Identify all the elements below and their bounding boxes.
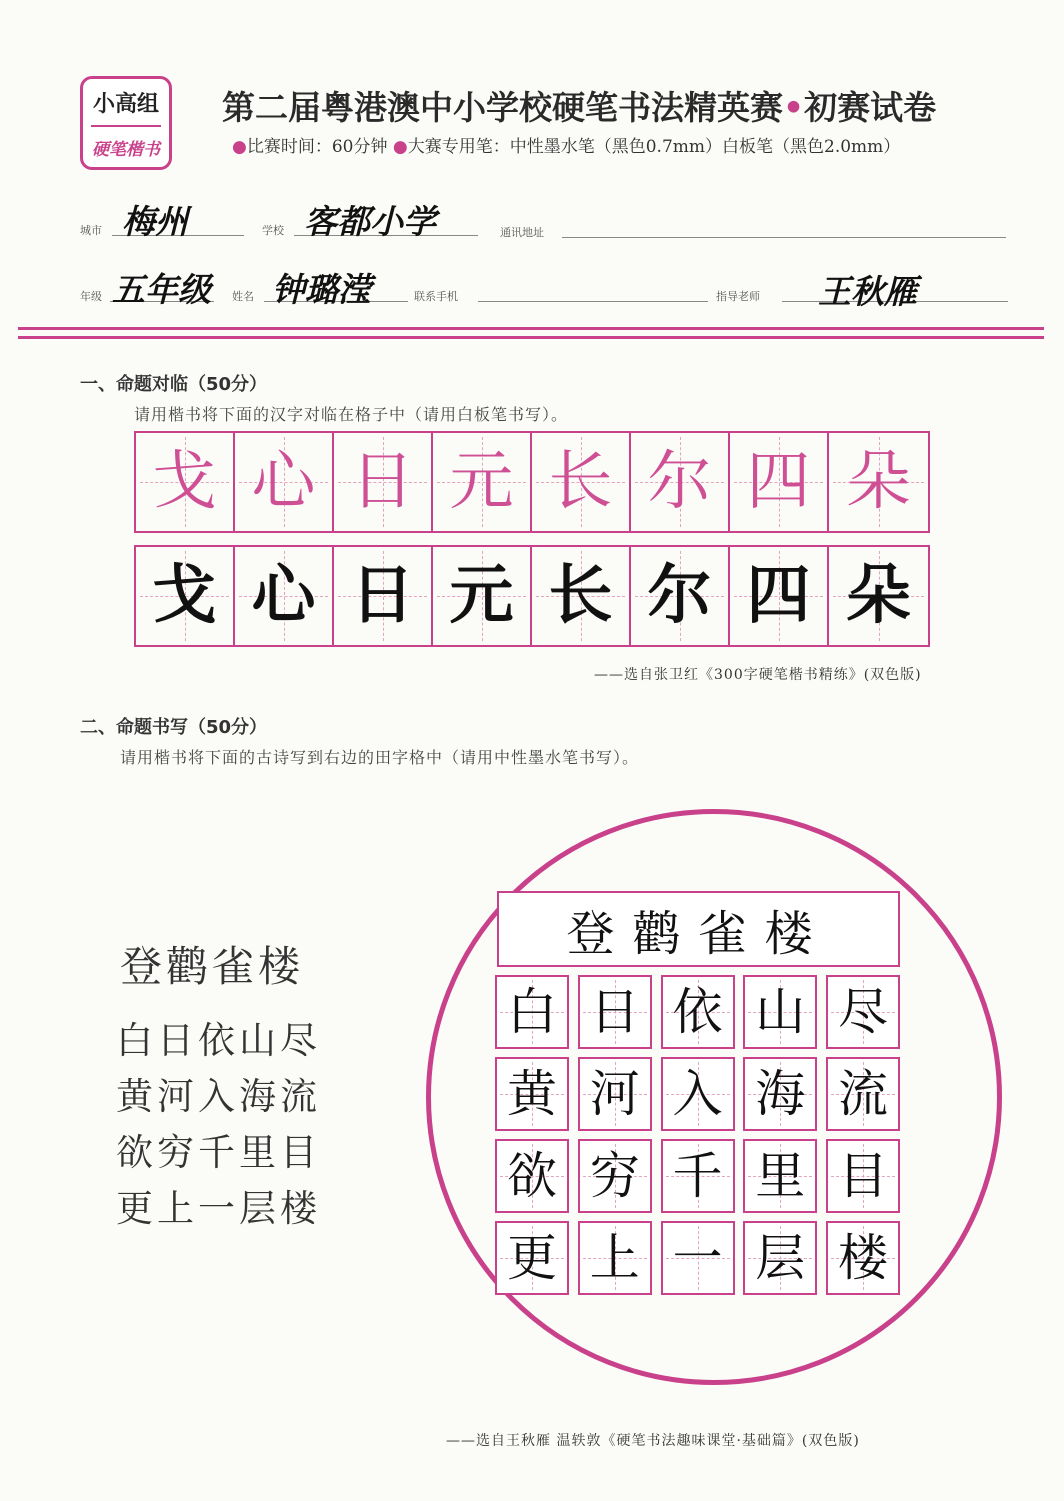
copy-cell[interactable]: 朵: [829, 547, 928, 645]
tian-grid-cell[interactable]: 黄: [495, 1057, 569, 1131]
grade-value: 五年级: [112, 270, 211, 309]
copy-cell[interactable]: 四: [730, 547, 829, 645]
tian-grid-cell[interactable]: 山: [743, 975, 817, 1049]
tian-grid-cell[interactable]: 目: [826, 1139, 900, 1213]
tian-grid-cell[interactable]: 入: [661, 1057, 735, 1131]
tian-grid-cell[interactable]: 流: [826, 1057, 900, 1131]
section1-instruction: 请用楷书将下面的汉字对临在格子中（请用白板笔书写）。: [134, 405, 569, 424]
section1-source: ——选自张卫红《300字硬笔楷书精练》(双色版): [594, 667, 922, 683]
tian-grid-cell[interactable]: 楼: [826, 1221, 900, 1295]
tian-grid-cell[interactable]: 欲: [495, 1139, 569, 1213]
tian-grid-cell[interactable]: 穷: [578, 1139, 652, 1213]
writing-row: [495, 1221, 900, 1295]
pen-info: 大赛专用笔：中性墨水笔（黑色0.7mm）白板笔（黑色2.0mm）: [407, 137, 901, 157]
tian-grid-cell[interactable]: 一: [661, 1221, 735, 1295]
name-label: 姓名: [232, 290, 254, 303]
phone-field[interactable]: [478, 301, 708, 302]
tian-grid-cell[interactable]: 海: [743, 1057, 817, 1131]
poem-line: 黄河入海流: [116, 1075, 321, 1118]
written-title: 登鹳雀楼: [566, 905, 831, 962]
teacher-value: 王秋雁: [818, 272, 917, 311]
reference-cell: 元: [433, 433, 532, 531]
title-suffix: 初赛试卷: [804, 88, 937, 127]
poem-title: 登鹳雀楼: [120, 942, 305, 991]
page-title: [222, 82, 936, 129]
section2-source: ——选自王秋雁 温轶敦《硬笔书法趣味课堂·基础篇》(双色版): [446, 1433, 860, 1449]
exam-info: [232, 132, 900, 157]
time-info: 比赛时间：60分钟: [246, 137, 388, 157]
tian-grid-cell[interactable]: 依: [661, 975, 735, 1049]
writing-row: [495, 1057, 900, 1131]
reference-cell: 心: [235, 433, 334, 531]
reference-cell: 四: [730, 433, 829, 531]
reference-cell: 尔: [631, 433, 730, 531]
city-value: 梅州: [122, 202, 188, 241]
reference-cell: 朵: [829, 433, 928, 531]
tian-grid-cell[interactable]: 尽: [826, 975, 900, 1049]
written-title-box[interactable]: [497, 891, 900, 967]
reference-cell: 戈: [136, 433, 235, 531]
tian-grid-cell[interactable]: 层: [743, 1221, 817, 1295]
name-value: 钟璐滢: [272, 270, 371, 309]
school-label: 学校: [262, 224, 284, 237]
title-dot: •: [783, 88, 805, 127]
copy-cell[interactable]: 元: [433, 547, 532, 645]
bullet-icon: ●: [392, 137, 408, 157]
copy-cell[interactable]: 尔: [631, 547, 730, 645]
copy-cell[interactable]: 长: [532, 547, 631, 645]
copy-grid[interactable]: [134, 545, 930, 647]
badge-group-label: 小高组: [92, 92, 159, 117]
address-label: 通讯地址: [500, 226, 544, 239]
tian-grid-cell[interactable]: 河: [578, 1057, 652, 1131]
category-badge: [80, 76, 172, 170]
divider-line: [18, 336, 1044, 339]
tian-grid-cell[interactable]: 白: [495, 975, 569, 1049]
tian-grid-cell[interactable]: 千: [661, 1139, 735, 1213]
badge-style-label: 硬笔楷书: [92, 140, 160, 160]
school-value: 客都小学: [304, 202, 436, 241]
tian-grid-cell[interactable]: 更: [495, 1221, 569, 1295]
reference-cell: 日: [334, 433, 433, 531]
grade-label: 年级: [80, 290, 102, 303]
writing-row: [495, 1139, 900, 1213]
section2-title: 二、命题书写（50分）: [80, 717, 268, 738]
poem-line: 欲穷千里目: [116, 1131, 321, 1174]
city-label: 城市: [80, 224, 102, 237]
poem-line: 白日依山尽: [116, 1019, 321, 1062]
copy-cell[interactable]: 日: [334, 547, 433, 645]
phone-label: 联系手机: [414, 290, 458, 303]
section1-title: 一、命题对临（50分）: [80, 374, 268, 395]
tian-grid-cell[interactable]: 日: [578, 975, 652, 1049]
writing-row: [495, 975, 900, 1049]
tian-grid-cell[interactable]: 上: [578, 1221, 652, 1295]
copy-cell[interactable]: 心: [235, 547, 334, 645]
divider-line: [18, 327, 1044, 330]
teacher-label: 指导老师: [716, 290, 760, 303]
bullet-icon: ●: [232, 137, 247, 157]
address-field[interactable]: [562, 237, 1006, 238]
section2-instruction: 请用楷书将下面的古诗写到右边的田字格中（请用中性墨水笔书写）。: [120, 748, 640, 767]
reference-grid: [134, 431, 930, 533]
tian-grid-cell[interactable]: 里: [743, 1139, 817, 1213]
poem-line: 更上一层楼: [116, 1187, 321, 1230]
reference-cell: 长: [532, 433, 631, 531]
title-main: 第二届粤港澳中小学校硬笔书法精英赛: [222, 88, 783, 127]
copy-cell[interactable]: 戈: [136, 547, 235, 645]
badge-divider: [91, 125, 161, 127]
